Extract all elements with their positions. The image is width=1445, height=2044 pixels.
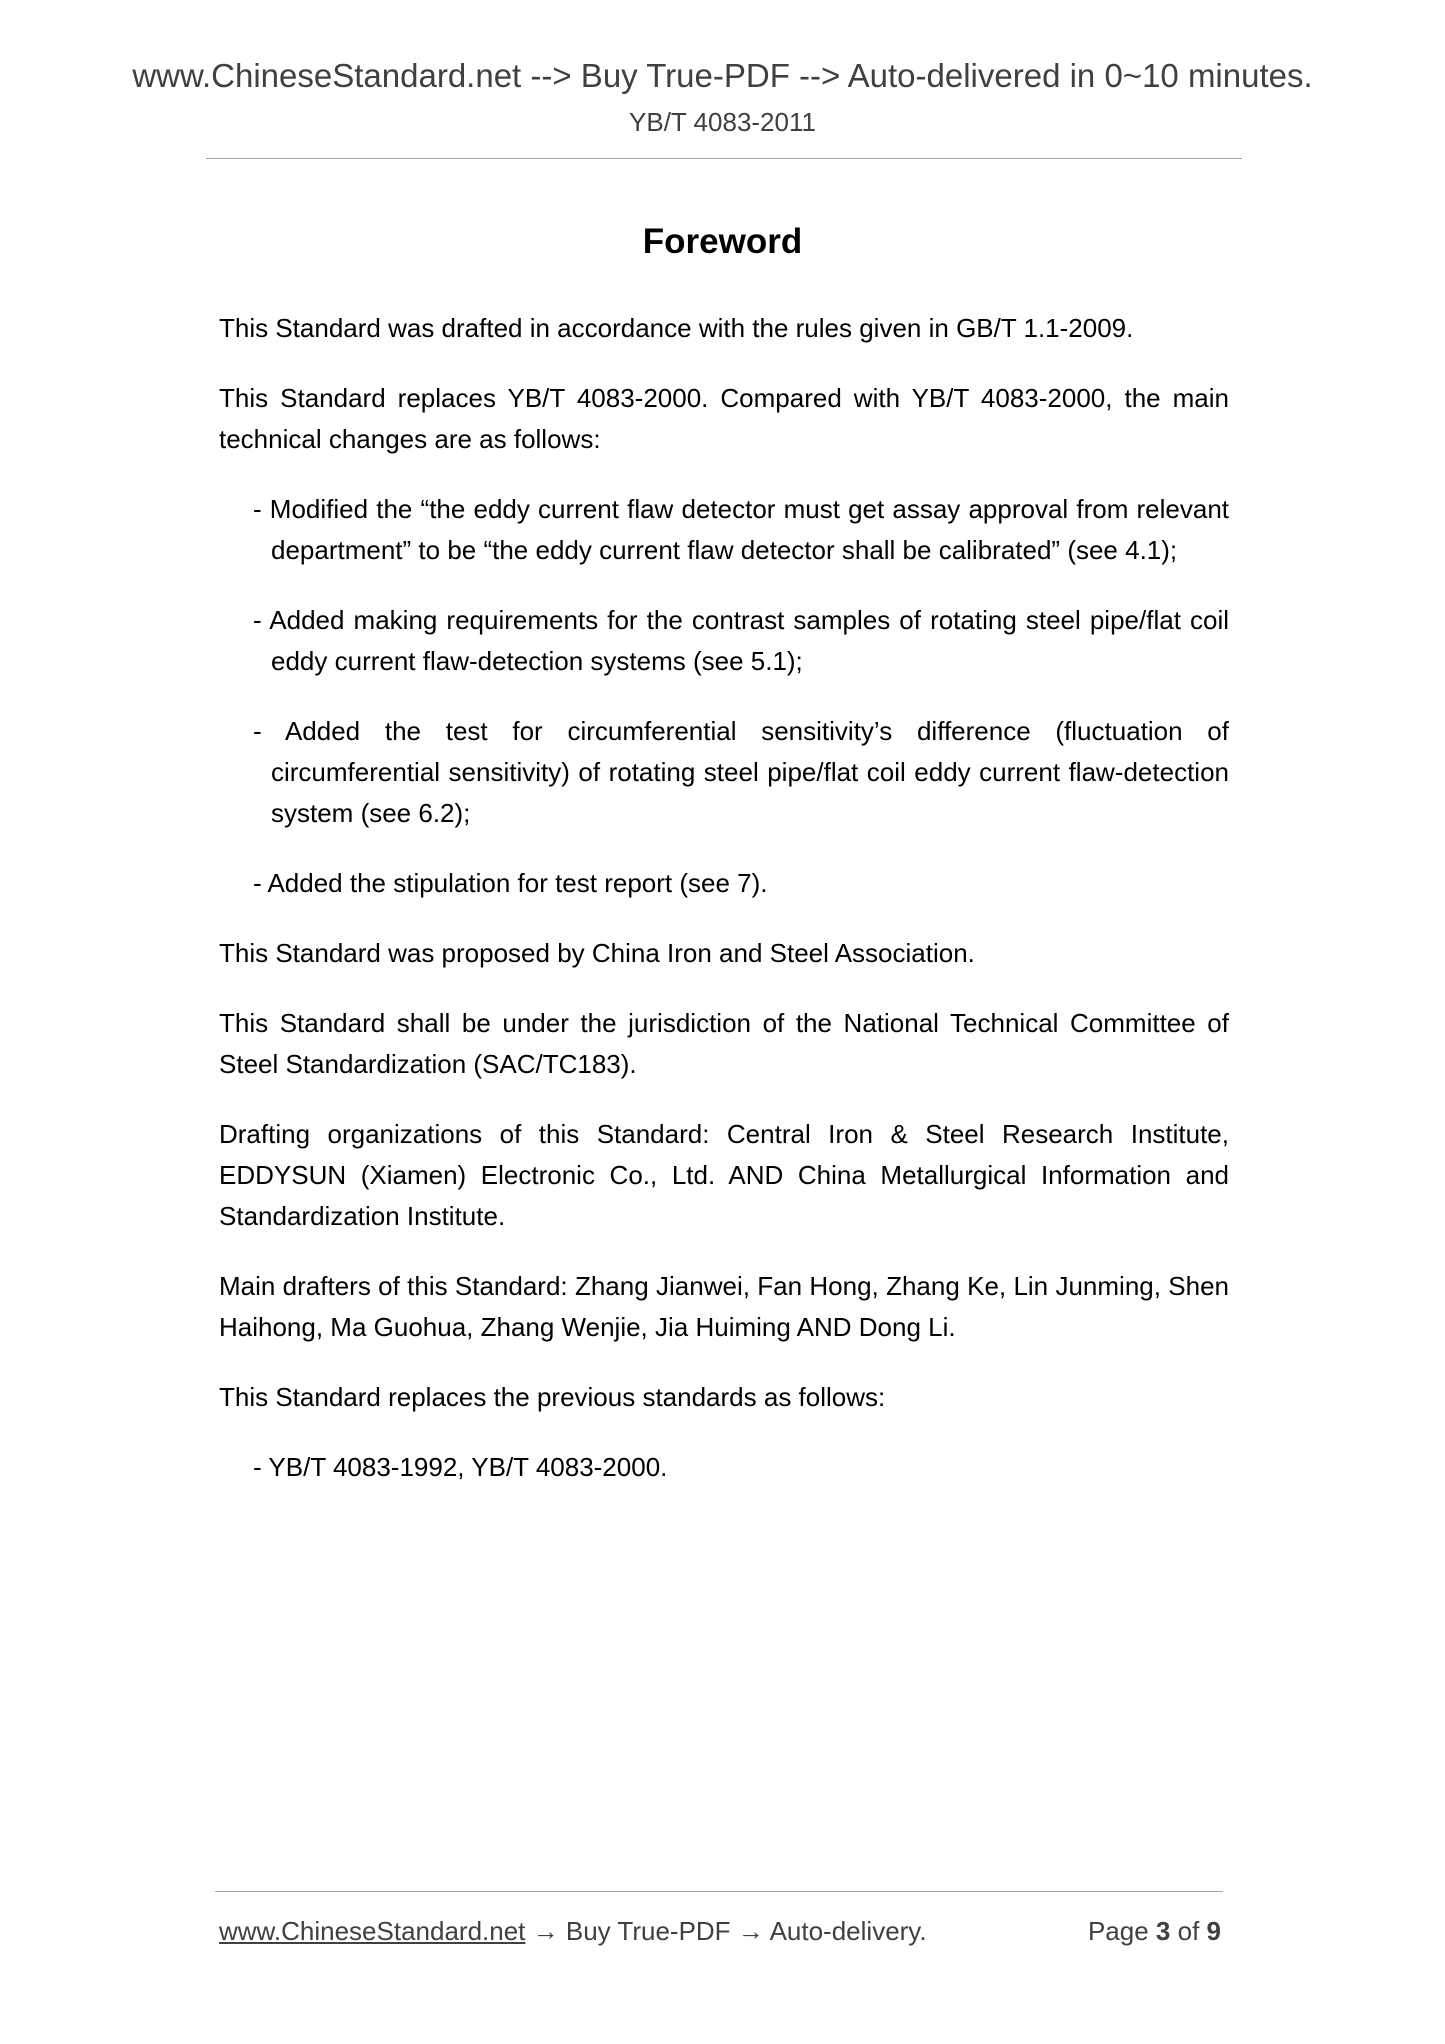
paragraph-drafting-organizations: Drafting organizations of this Standard: Central Iron & Steel Research Institute, EDDYSUN (Xiamen) Electronic Co., Ltd. AND China Metallurgical Information and Standardization Institute. <box>219 1119 1229 1231</box>
paragraph-replaces: This Standard replaces YB/T 4083-2000. Compared with YB/T 4083-2000, the main technical changes are as follows: <box>219 383 1229 454</box>
header-banner: www.ChineseStandard.net --> Buy True-PDF --> Auto-delivered in 0~10 minutes. <box>132 57 1313 94</box>
current-page-number: 3 <box>1155 1916 1171 1946</box>
previous-standards-item: - YB/T 4083-1992, YB/T 4083-2000. <box>253 1452 668 1482</box>
page-of-label: of <box>1170 1916 1207 1946</box>
header-divider <box>206 158 1242 159</box>
foreword-body <box>219 308 1229 1517</box>
footer-tagline: → Buy True-PDF → Auto-delivery. <box>525 1916 927 1946</box>
page-title: Foreword <box>642 222 803 261</box>
footer-divider <box>215 1891 1223 1892</box>
paragraph-main-drafters: Main drafters of this Standard: Zhang Jianwei, Fan Hong, Zhang Ke, Lin Junming, Shen Haihong, Ma Guohua, Zhang Wenjie, Jia Huiming AND Dong Li. <box>219 1271 1229 1342</box>
change-item: - Modified the “the eddy current flaw detector must get assay approval from relevant department” to be “the eddy current flaw detector shall be calibrated” (see 4.1); <box>253 494 1229 565</box>
page-number <box>1088 1914 1221 1948</box>
paragraph-previous-standards: This Standard replaces the previous standards as follows: <box>219 1382 886 1412</box>
footer-site-link[interactable]: www.ChineseStandard.net <box>219 1916 526 1946</box>
paragraph-drafting-rules: This Standard was drafted in accordance with the rules given in GB/T 1.1-2009. <box>219 313 1134 343</box>
change-item: - Added making requirements for the contrast samples of rotating steel pipe/flat coil eddy current flaw-detection systems (see 5.1); <box>253 605 1229 676</box>
change-item: - Added the test for circumferential sensitivity’s difference (fluctuation of circumferential sensitivity) of rotating steel pipe/flat coil eddy current flaw-detection system (see 6.2); <box>253 716 1229 828</box>
paragraph-jurisdiction: This Standard shall be under the jurisdiction of the National Technical Committee of Steel Standardization (SAC/TC183). <box>219 1008 1229 1079</box>
document-code: YB/T 4083-2011 <box>629 107 816 137</box>
footer-promo <box>219 1914 927 1948</box>
paragraph-proposed-by: This Standard was proposed by China Iron and Steel Association. <box>219 938 975 968</box>
page-label: Page <box>1087 1916 1156 1946</box>
change-item: - Added the stipulation for test report (see 7). <box>253 868 768 898</box>
total-pages-number: 9 <box>1206 1916 1221 1946</box>
